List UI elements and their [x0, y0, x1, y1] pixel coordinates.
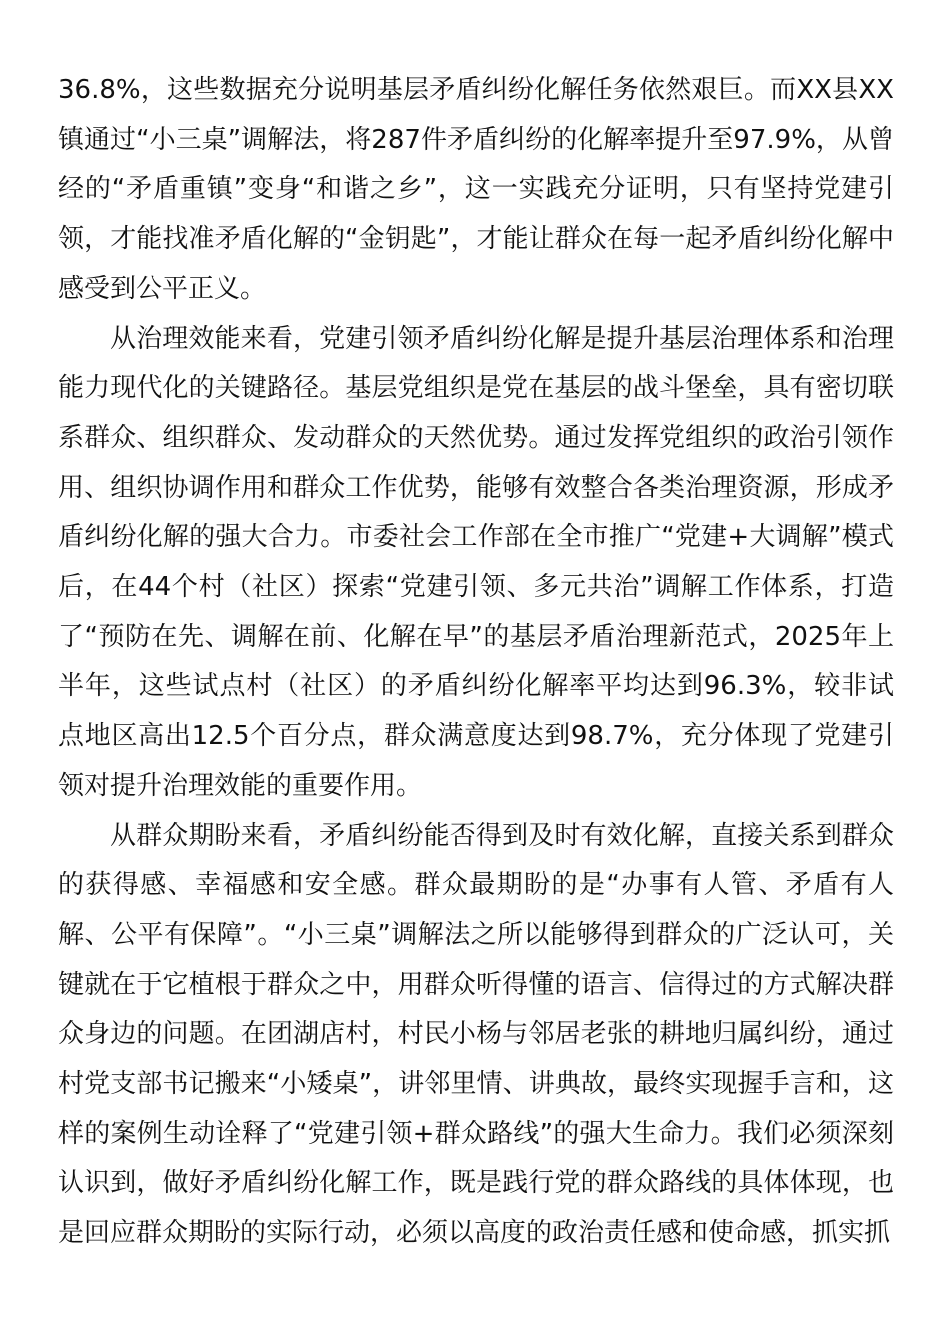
paragraph-2: 从治理效能来看，党建引领矛盾纠纷化解是提升基层治理体系和治理能力现代化的关键路径。基层党组织是党在基层的战斗堡垒，具有密切联系群众、组织群众、发动群众的天然优势。通过发挥党组织的政治引领作用、组织协调作用和群众工作优势，能够有效整合各类治理资源，形成矛盾纠纷化解的强大合力。市委社会工作部在全市推广“党建+大调解”模式后，在44个村（社区）探索“党建引领、多元共治”调解工作体系，打造了“预防在先、调解在前、化解在早”的基层矛盾治理新范式，2025年上半年，这些试点村（社区）的矛盾纠纷化解率平均达到96.3%，较非试点地区高出12.5个百分点，群众满意度达到98.7%，充分体现了党建引领对提升治理效能的重要作用。	[58, 323, 894, 801]
paragraph-1: 36.8%，这些数据充分说明基层矛盾纠纷化解任务依然艰巨。而XX县XX镇通过“小三桌”调解法，将287件矛盾纠纷的化解率提升至97.9%，从曾经的“矛盾重镇”变身“和谐之乡”，这一实践充分证明，只有坚持党建引领，才能找准矛盾化解的“金钥匙”，才能让群众在每一起矛盾纠纷化解中感受到公平正义。	[58, 75, 894, 304]
document-body	[58, 66, 894, 1259]
paragraph-3: 从群众期盼来看，矛盾纠纷能否得到及时有效化解，直接关系到群众的获得感、幸福感和安全感。群众最期盼的是“办事有人管、矛盾有人解、公平有保障”。“小三桌”调解法之所以能够得到群众的广泛认可，关键就在于它植根于群众之中，用群众听得懂的语言、信得过的方式解决群众身边的问题。在团湖店村，村民小杨与邻居老张的耕地归属纠纷，通过村党支部书记搬来“小矮桌”，讲邻里情、讲典故，最终实现握手言和，这样的案例生动诠释了“党建引领+群众路线”的强大生命力。我们必须深刻认识到，做好矛盾纠纷化解工作，既是践行党的群众路线的具体体现，也是回应群众期盼的实际行动，必须以高度的政治责任感和使命感，抓实抓	[58, 820, 894, 1249]
